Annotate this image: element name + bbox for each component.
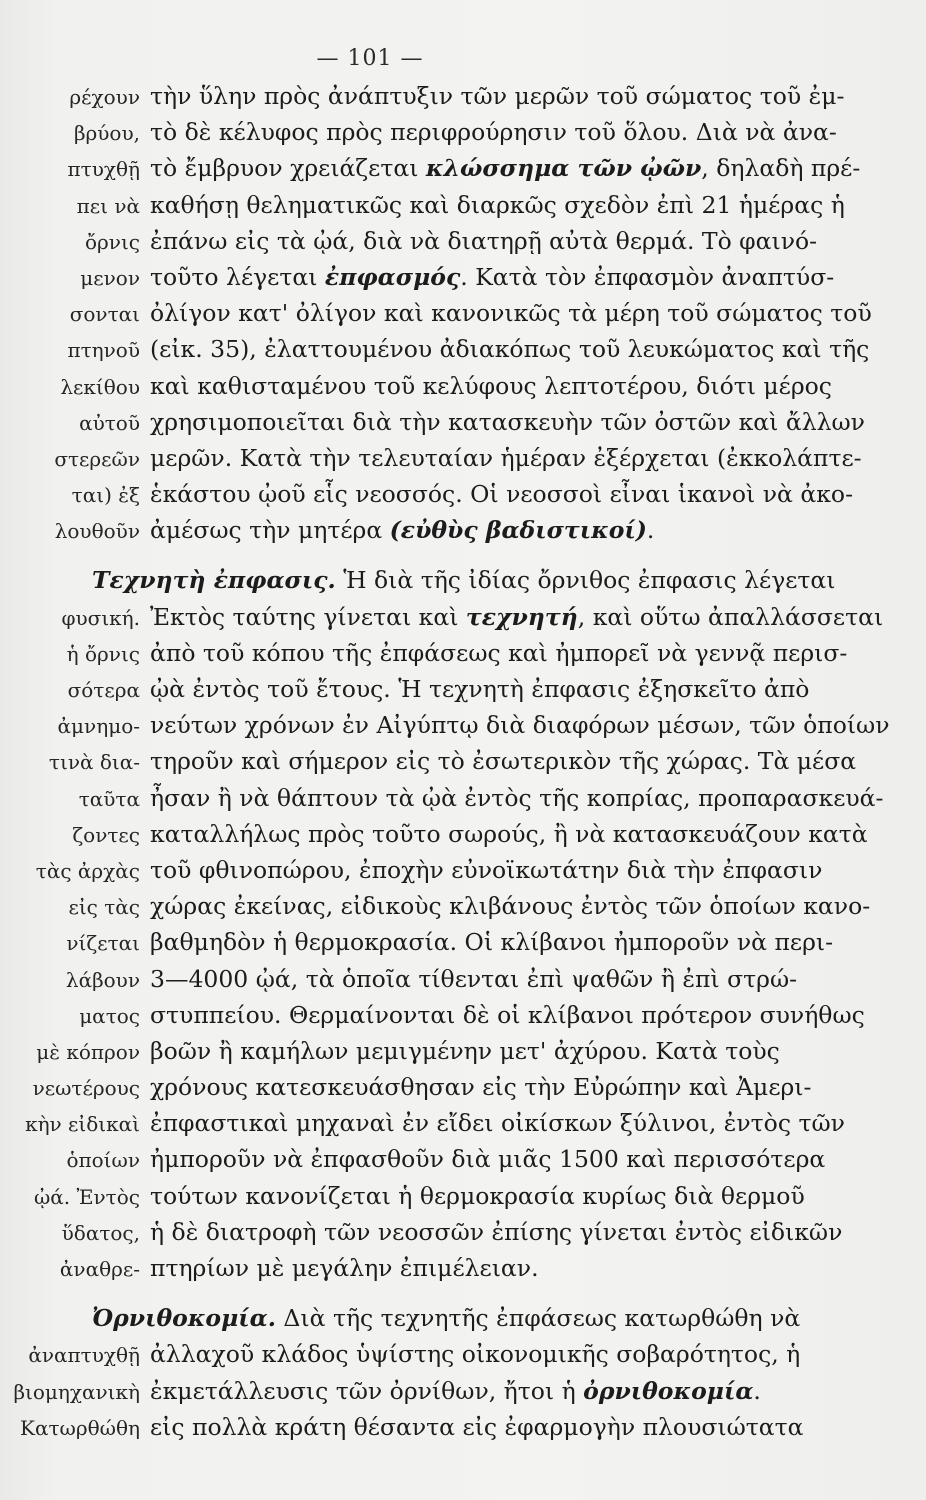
line-text-after: . Κατὰ τὸν ἐπφασμὸν ἀναπτύσ- — [460, 262, 835, 291]
line-content — [150, 599, 883, 635]
line-content — [150, 816, 868, 852]
margin-fragment: πει νὰ — [76, 193, 140, 218]
line-text: χρόνους κατεσκευάσθησαν εἰς τὴν Εὐρώπην καὶ Ἀμερι- — [150, 1073, 812, 1102]
margin-fragment: νίζεται — [66, 931, 140, 956]
text-line — [0, 368, 832, 404]
margin-fragment: πτυχθῇ — [67, 157, 140, 182]
line-text: καταλλήλως πρὸς τοῦτο σωρούς, ἢ νὰ κατασκευάζουν κατὰ — [150, 819, 868, 848]
line-text-after: . — [646, 516, 655, 545]
margin-fragment: λεκίθου — [60, 374, 140, 399]
line-text: τὸ δὲ κέλυφος πρὸς περιφρούρησιν τοῦ ὅλου. Διὰ νὰ ἀνα- — [150, 118, 837, 147]
line-text: ἐπάνω εἰς τὰ ᾠά, διὰ νὰ διατηρῇ αὐτὰ θερμά. Τὸ φαινό- — [150, 226, 818, 255]
line-text: χρησιμοποιεῖται διὰ τὴν κατασκευὴν τῶν ὀστῶν καὶ ἄλλων — [150, 407, 865, 436]
margin-fragment: τινὰ δια- — [48, 750, 140, 775]
line-content — [150, 888, 870, 924]
emphasized-term: ἐπφασμός — [324, 262, 461, 291]
margin-fragment: ὕδατος, — [61, 1220, 140, 1245]
line-text: χώρας ἐκείνας, εἰδικοὺς κλιβάνους ἐντὸς τῶν ὁποίων κανο- — [150, 892, 871, 921]
margin-fragment: ὁποίων — [66, 1148, 140, 1173]
line-text: στυππείου. Θερμαίνονται δὲ οἱ κλίβανοι πρότερον συνήθως — [150, 1000, 865, 1029]
line-text: νεύτων χρόνων ἐν Αἰγύπτῳ διὰ διαφόρων μέσων, τῶν ὁποίων — [150, 711, 890, 740]
line-content — [150, 1214, 842, 1250]
margin-fragment: σονται — [69, 302, 140, 327]
line-content — [150, 635, 847, 671]
line-text: ἠμποροῦν νὰ ἐπφασθοῦν διὰ μιᾶς 1500 καὶ περισσότερα — [150, 1145, 826, 1174]
text-line — [0, 259, 835, 295]
line-text: ἑκάστου ᾠοῦ εἷς νεοσσός. Οἱ νεοσσοὶ εἶναι ἱκανοὶ νὰ ἀκο- — [150, 480, 854, 509]
margin-fragment: λουθοῦν — [54, 519, 140, 544]
line-content — [150, 1105, 845, 1141]
margin-fragment: αὐτοῦ — [79, 410, 140, 435]
line-content — [150, 1178, 805, 1214]
margin-fragment: πτηνοῦ — [67, 338, 140, 363]
section-heading: Ὀρνιθοκομία. — [92, 1304, 276, 1333]
text-line — [0, 1033, 800, 1069]
text-line — [0, 1069, 812, 1105]
text-line — [0, 707, 890, 743]
margin-fragment: φυσική. — [61, 605, 140, 630]
line-content — [150, 671, 809, 707]
line-content — [150, 1373, 761, 1409]
margin-fragment: ᾠά. Ἐντὸς — [33, 1184, 140, 1209]
line-text: καθήσῃ θεληματικῶς καὶ διαρκῶς σχεδὸν ἐπὶ 21 ἡμέρας ἡ — [150, 190, 845, 219]
text-line — [0, 404, 865, 440]
body-text — [0, 78, 890, 1445]
emphasized-term: κλώσσημα τῶν ᾠῶν — [425, 154, 702, 183]
margin-fragment: ταῦτα — [78, 786, 140, 811]
line-text: μερῶν. Κατὰ τὴν τελευταίαν ἡμέραν ἐξέρχεται (ἐκκολάπτε- — [150, 443, 862, 472]
line-content — [150, 150, 860, 186]
margin-fragment: Κατωρθώθη — [20, 1415, 140, 1440]
paragraph-gap — [0, 548, 800, 562]
line-content — [150, 187, 845, 223]
text-line — [0, 78, 845, 114]
line-text: τοῦ φθινοπώρου, ἐποχὴν εὐνοϊκωτάτην διὰ τὴν ἐπφασιν — [150, 855, 823, 884]
text-line — [0, 295, 872, 331]
emphasized-term: τεχνητή — [465, 602, 578, 631]
line-content — [92, 1300, 800, 1336]
text-line — [0, 1178, 805, 1214]
line-text: ἀπὸ τοῦ κόπου τῆς ἐπφάσεως καὶ ἠμπορεῖ νὰ γεννᾷ περισ- — [150, 638, 848, 667]
text-line — [0, 440, 862, 476]
line-content — [150, 512, 654, 548]
text-line — [0, 1336, 800, 1372]
line-content — [150, 1141, 825, 1177]
margin-fragment: ζοντες — [72, 822, 140, 847]
line-content — [150, 780, 884, 816]
line-content — [150, 114, 837, 150]
line-text: ἀμέσως τὴν μητέρα — [150, 516, 390, 545]
line-text: εἰς πολλὰ κράτη θέσαντα εἰς ἐφαρμογὴν πλουσιώτατα — [150, 1412, 804, 1441]
line-content — [150, 1409, 804, 1445]
text-line — [0, 924, 834, 960]
text-line — [0, 780, 884, 816]
paragraph — [0, 562, 890, 1286]
emphasized-term: ὀρνιθοκομία — [583, 1376, 754, 1405]
line-text: Ἐκτὸς ταύτης γίνεται καὶ — [150, 602, 466, 631]
line-text-after: , δηλαδὴ πρέ- — [701, 154, 861, 183]
margin-fragment: στερεῶν — [54, 446, 140, 471]
line-content — [150, 368, 832, 404]
text-line — [0, 743, 857, 779]
page-number: — 101 — — [316, 46, 424, 71]
margin-fragment: εἰς τὰς — [68, 895, 140, 920]
text-line — [0, 961, 800, 997]
text-line — [0, 150, 861, 186]
margin-fragment: ρέχουν — [69, 85, 140, 109]
text-line — [0, 1105, 845, 1141]
text-line — [0, 888, 871, 924]
line-text: πτηρίων μὲ μεγάλην ἐπιμέλειαν. — [150, 1254, 539, 1282]
line-text: ὀλίγον κατ' ὀλίγον καὶ κανονικῶς τὰ μέρη τοῦ σώματος τοῦ — [150, 299, 872, 328]
margin-fragment: ματος — [79, 1003, 140, 1028]
margin-fragment: λάβουν — [65, 967, 140, 992]
line-text: βαθμηδὸν ἡ θερμοκρασία. Οἱ κλίβανοι ἠμποροῦν νὰ περι- — [150, 928, 834, 957]
line-text: (εἰκ. 35), ἐλαττουμένου ἀδιακόπως τοῦ λευκώματος καὶ τῆς — [150, 335, 870, 364]
line-text: τούτων κανονίζεται ἡ θερμοκρασία κυρίως διὰ θερμοῦ — [150, 1181, 805, 1210]
line-content — [150, 1336, 800, 1372]
section-heading: Τεχνητὴ ἐπφασις. — [92, 566, 336, 595]
margin-fragment: ἀναθρε- — [59, 1257, 140, 1281]
line-content — [150, 707, 890, 743]
margin-fragment: σότερα — [67, 678, 140, 702]
line-text: ἀλλαχοῦ κλάδος ὑψίστης οἰκονομικῆς σοβαρότητος, ἡ — [150, 1340, 801, 1369]
text-line — [0, 114, 837, 150]
margin-fragment: νεωτέρους — [32, 1076, 140, 1101]
line-content — [150, 295, 872, 331]
line-text: τὴν ὕλην πρὸς ἀνάπτυξιν τῶν μερῶν τοῦ σώματος τοῦ ἐμ- — [150, 82, 845, 110]
text-line — [0, 1300, 800, 1336]
line-content — [150, 997, 865, 1033]
text-line — [0, 512, 800, 548]
line-text: βοῶν ἢ καμήλων μεμιγμένην μετ' ἀχύρου. Κατὰ τοὺς — [150, 1036, 780, 1065]
text-line — [0, 671, 810, 707]
text-line — [0, 331, 870, 367]
margin-fragment: τὰς ἀρχὰς — [35, 858, 140, 883]
line-content — [150, 476, 853, 512]
line-text: Διὰ τῆς τεχνητῆς ἐπφάσεως κατωρθώθη νὰ — [275, 1304, 801, 1333]
emphasized-term: (εὐθὺς βαδιστικοί) — [389, 516, 647, 545]
line-content — [92, 562, 836, 598]
line-content — [150, 743, 856, 779]
text-line — [0, 562, 836, 598]
margin-fragment: μενον — [80, 265, 140, 290]
line-text: ἐπφαστικαὶ μηχαναὶ ἐν εἴδει οἰκίσκων ξύλινοι, ἐντὸς τῶν — [150, 1109, 845, 1138]
line-content — [150, 404, 865, 440]
line-content — [150, 78, 844, 114]
margin-fragment: βιομηχανικὴ — [13, 1379, 140, 1404]
text-line — [0, 1409, 804, 1445]
margin-fragment: ἀναπτυχθῇ — [28, 1343, 140, 1368]
text-line — [0, 1373, 800, 1409]
text-line — [0, 476, 854, 512]
line-content — [150, 961, 797, 997]
margin-fragment: μὲ κόπρον — [36, 1039, 140, 1064]
text-line — [0, 816, 868, 852]
text-line — [0, 1214, 843, 1250]
line-content — [150, 852, 822, 888]
line-content — [150, 223, 817, 259]
margin-fragment: κὴν εἰδικαὶ — [25, 1112, 140, 1137]
line-content — [150, 331, 869, 367]
margin-fragment: ἡ ὄρνις — [66, 641, 140, 666]
line-text-after: . — [753, 1376, 761, 1405]
margin-fragment: ται) ἐξ — [71, 483, 140, 508]
line-text: 3—4000 ᾠά, τὰ ὁποῖα τίθενται ἐπὶ ψαθῶν ἢ ἐπὶ στρώ- — [150, 964, 798, 993]
margin-fragment: ὄρνις — [85, 229, 140, 254]
line-content — [150, 924, 833, 960]
text-line — [0, 187, 845, 223]
line-content — [150, 440, 862, 476]
line-text: τοῦτο λέγεται — [150, 262, 325, 291]
text-line — [0, 852, 823, 888]
line-text: καὶ καθισταμένου τοῦ κελύφους λεπτοτέρου, διότι μέρος — [150, 371, 832, 400]
text-line — [0, 223, 818, 259]
paragraph-gap — [0, 1286, 800, 1300]
line-text-after: , καὶ οὕτω ἀπαλλάσσεται — [577, 602, 884, 631]
line-content — [150, 1033, 780, 1069]
paragraph — [0, 1300, 804, 1445]
text-line — [0, 1141, 826, 1177]
line-content — [150, 259, 834, 295]
margin-fragment: ἀμνημο- — [57, 714, 140, 739]
text-line — [0, 635, 848, 671]
line-text: τὸ ἔμβρυον χρειάζεται — [150, 154, 426, 183]
line-text: Ἡ διὰ τῆς ἰδίας ὄρνιθος ἐπφασις λέγεται — [335, 566, 836, 595]
paragraph — [0, 78, 872, 548]
line-text: ᾠὰ ἐντὸς τοῦ ἔτους. Ἡ τεχνητὴ ἐπφασις ἐξησκεῖτο ἀπὸ — [150, 675, 810, 703]
line-text: τηροῦν καὶ σήμερον εἰς τὸ ἐσωτερικὸν τῆς χώρας. Τὰ μέσα — [150, 747, 857, 776]
text-line — [0, 1250, 800, 1286]
line-text: ἦσαν ἢ νὰ θάπτουν τὰ ᾠὰ ἐντὸς τῆς κοπρίας, προπαρασκευά- — [150, 783, 884, 812]
line-content — [150, 1069, 811, 1105]
line-text: ἡ δὲ διατροφὴ τῶν νεοσσῶν ἐπίσης γίνεται ἐντὸς εἰδικῶν — [150, 1217, 843, 1246]
margin-fragment: βρύου, — [73, 121, 140, 146]
text-line — [0, 599, 884, 635]
text-line — [0, 997, 865, 1033]
line-content — [150, 1250, 539, 1286]
line-text: ἐκμετάλλευσις τῶν ὀρνίθων, ἤτοι ἡ — [150, 1376, 584, 1405]
